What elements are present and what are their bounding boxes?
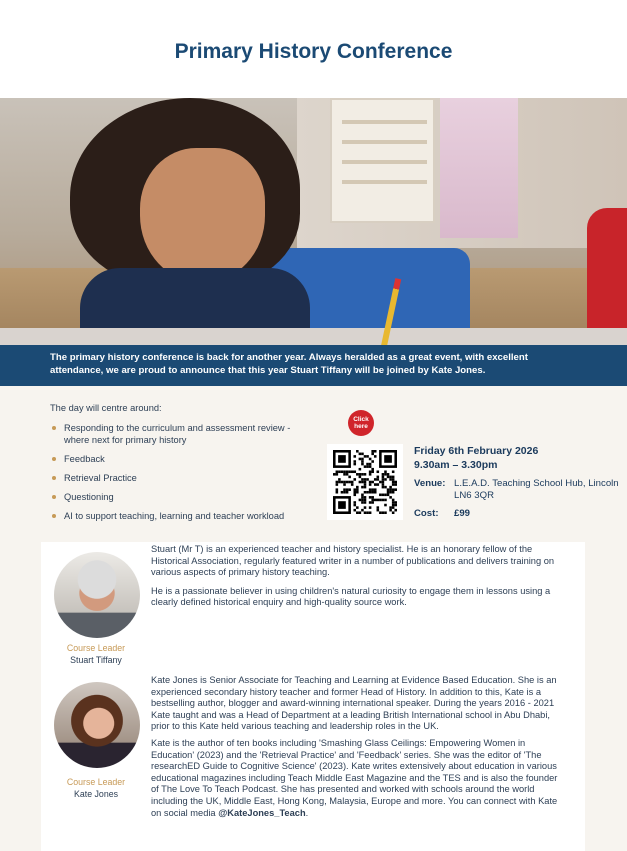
leader-name: Stuart Tiffany xyxy=(70,655,122,665)
leader-caption xyxy=(41,776,151,800)
qr-code-icon xyxy=(333,450,397,514)
avatar xyxy=(54,682,140,768)
avatar xyxy=(54,552,140,638)
bio-paragraph: He is a passionate believer in using children's natural curiosity to engage them in lessons using a clearly defined historical enquiry and high-quality source work. xyxy=(151,585,551,608)
event-time: 9.30am – 3.30pm xyxy=(414,459,498,471)
course-leaders-card xyxy=(41,542,585,851)
leader-bio xyxy=(151,675,561,824)
leader-role: Course Leader xyxy=(66,643,126,653)
social-handle-link[interactable]: @KateJones_Teach xyxy=(218,807,306,818)
list-item: Questioning xyxy=(50,491,310,503)
click-here-button[interactable]: Click here xyxy=(348,410,374,436)
cost-label: Cost: xyxy=(414,508,439,519)
bio-paragraph: Kate Jones is Senior Associate for Teaching and Learning at Evidence Based Education. She is an experienced secondary history teacher and former Head of History. In addition to this, Kate is a bestselling author, blogger and award-winning international speaker. During the years 2016 - 2021 Kate taught and was a Head of Department at a leading British International school in Abu Dhabi, prior to this Kate held various teaching and leadership roles in the UK. xyxy=(151,675,557,732)
venue-value: L.E.A.D. Teaching School Hub, Lincoln LN6 3QR xyxy=(454,478,619,501)
intro-banner: The primary history conference is back for another year. Always heralded as a great event, with excellent attendance, we are proud to announce that this year Stuart Tiffany will be joined by Kate Jones. xyxy=(0,345,627,386)
list-item: AI to support teaching, learning and teacher workload xyxy=(50,510,310,522)
page-title: Primary History Conference xyxy=(174,40,453,63)
hero-photo xyxy=(0,98,627,345)
list-item: Feedback xyxy=(50,453,310,465)
qr-code[interactable] xyxy=(327,444,403,520)
list-item: Responding to the curriculum and assessment review - where next for primary history xyxy=(50,422,310,446)
leader-name: Kate Jones xyxy=(73,789,118,799)
leader-role: Course Leader xyxy=(66,777,126,787)
agenda-intro: The day will centre around: xyxy=(50,403,162,413)
bio-paragraph: Stuart (Mr T) is an experienced teacher and history specialist. He is an honorary fellow of the Historical Association, regularly featured writer in a number of publications and delivers training on various aspects of primary history teaching. xyxy=(151,544,555,578)
booking-details xyxy=(414,444,627,520)
cost-value: £99 xyxy=(454,508,471,519)
event-date: Friday 6th February 2026 xyxy=(414,445,539,457)
list-item: Retrieval Practice xyxy=(50,472,310,484)
agenda-section xyxy=(0,386,627,530)
bio-paragraph-final: Kate is the author of ten books including 'Smashing Glass Ceilings: Empowering Women in Education' (2023) and the 'Retrieval Practice' and 'Feedback' series. She was the editor of 'The researchED Guide to Cognitive Science' (2023). Kate writes extensively about education in various educational magazines including Teach Middle East Magazine and the TES and is also the founder of The Love To Teach Podcast. She has presented and worked with schools around the world including the UK, Middle East, Hong Kong, Malaysia, Europe and more. You can connect with Kate on social media @KateJones_Teach. xyxy=(151,737,558,818)
topic-list xyxy=(50,422,310,529)
leader-bio xyxy=(151,544,561,616)
leader-caption xyxy=(41,642,151,666)
venue-label: Venue: xyxy=(414,478,446,489)
